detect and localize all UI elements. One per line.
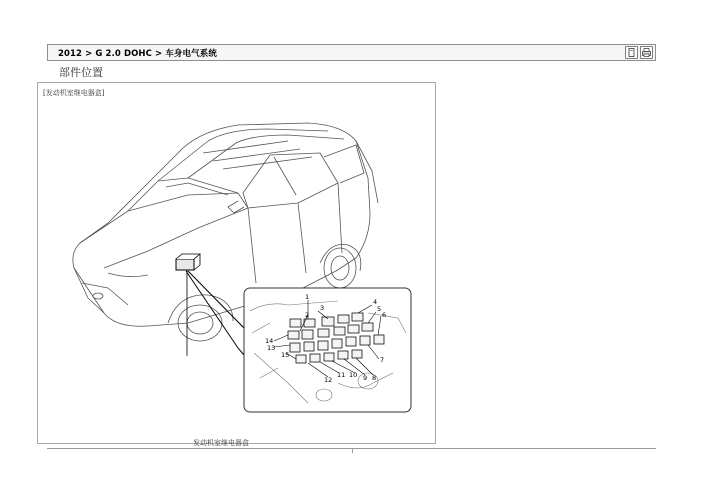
title-bar <box>47 44 656 61</box>
section-title: 部件位置 <box>59 66 103 79</box>
breadcrumb: 2012 > G 2.0 DOHC > 车身电气系统 <box>58 49 217 59</box>
print-button[interactable] <box>640 46 653 59</box>
callout-number-1: 1 <box>305 293 310 301</box>
relay-box-marker <box>176 254 250 356</box>
callout-number-8: 8 <box>372 374 377 382</box>
component-location-figure <box>37 82 436 447</box>
printer-icon <box>641 47 652 58</box>
callout-number-9: 9 <box>363 374 368 382</box>
callout-number-15: 15 <box>281 351 290 359</box>
callout-number-10: 10 <box>349 371 358 379</box>
vehicle-diagram <box>38 83 435 443</box>
callout-number-7: 7 <box>380 356 385 364</box>
relay-box-detail <box>244 288 411 412</box>
callout-number-14: 14 <box>265 337 274 345</box>
callout-number-2: 2 <box>305 311 310 319</box>
callout-number-13: 13 <box>267 344 276 352</box>
callout-number-6: 6 <box>382 311 387 319</box>
bookmark-button[interactable] <box>625 46 638 59</box>
callout-number-4: 4 <box>373 298 378 306</box>
callout-number-12: 12 <box>324 376 333 384</box>
callout-number-11: 11 <box>337 371 346 379</box>
relay-box-callout-label: 发动机室继电器盒 <box>193 439 249 447</box>
figure-caption: [发动机室继电器盒] <box>43 89 105 97</box>
footer-divider-tick <box>352 448 353 453</box>
callout-number-3: 3 <box>320 304 325 312</box>
bookmark-icon <box>626 47 637 58</box>
callout-number-5: 5 <box>377 305 382 313</box>
